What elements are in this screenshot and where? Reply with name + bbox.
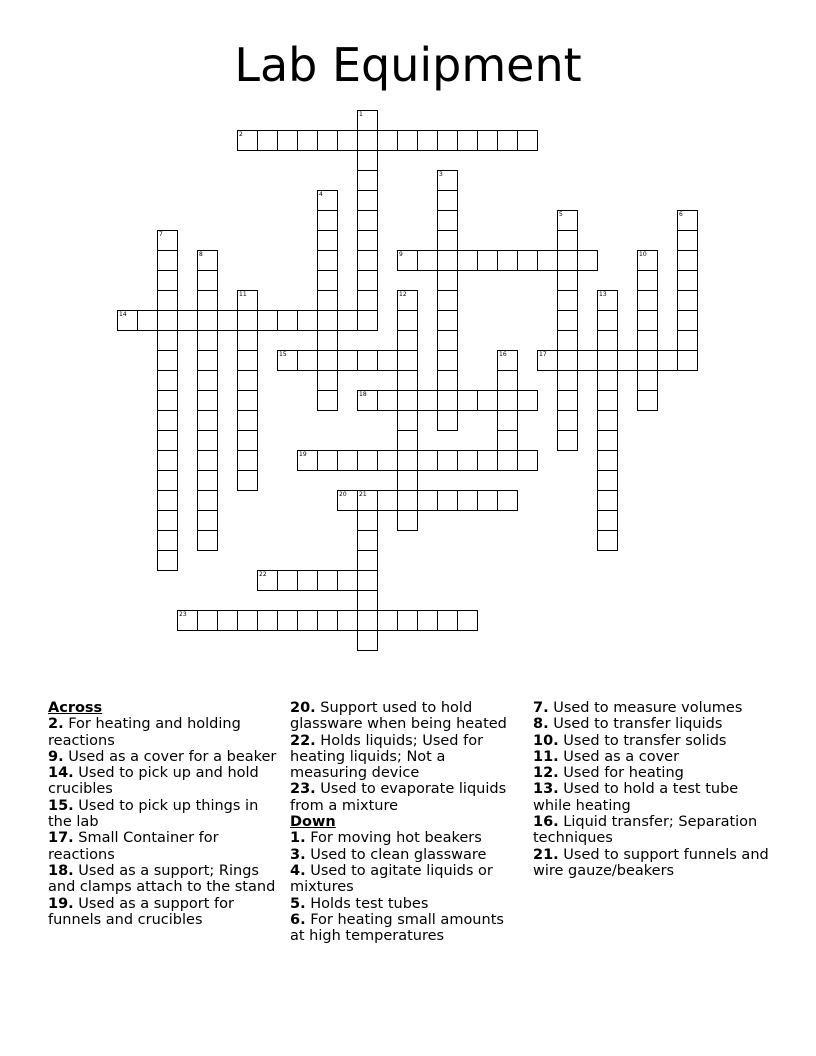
grid-cell[interactable]: [397, 250, 418, 271]
clue-across: 22. Holds liquids; Used for heating liquids; Not a measuring device: [290, 732, 484, 782]
grid-cell[interactable]: [317, 450, 338, 471]
grid-cell[interactable]: [197, 490, 218, 511]
grid-cell[interactable]: [317, 610, 338, 631]
grid-cell[interactable]: [677, 290, 698, 311]
grid-cell[interactable]: [357, 110, 378, 131]
grid-cell[interactable]: [597, 390, 618, 411]
grid-cell[interactable]: [497, 350, 518, 371]
grid-cell[interactable]: [397, 470, 418, 491]
grid-cell[interactable]: [557, 390, 578, 411]
grid-cell[interactable]: [357, 250, 378, 271]
across-heading: Across: [48, 700, 103, 716]
grid-cell[interactable]: [357, 170, 378, 191]
clue-number: 4: [319, 191, 323, 198]
grid-cell[interactable]: [157, 350, 178, 371]
grid-cell[interactable]: [357, 390, 378, 411]
grid-cell[interactable]: [477, 490, 498, 511]
grid-cell[interactable]: [517, 130, 538, 151]
grid-cell[interactable]: [157, 410, 178, 431]
grid-cell[interactable]: [437, 130, 458, 151]
clue-number: 7: [159, 231, 163, 238]
grid-cell[interactable]: [397, 430, 418, 451]
grid-cell[interactable]: [177, 610, 198, 631]
grid-cell[interactable]: [157, 530, 178, 551]
clue-down: 6. For heating small amounts at high temperatures: [290, 911, 504, 945]
grid-cell[interactable]: [377, 450, 398, 471]
grid-cell[interactable]: [317, 350, 338, 371]
clue-number: 10: [639, 251, 647, 258]
grid-cell[interactable]: [197, 410, 218, 431]
grid-cell[interactable]: [637, 330, 658, 351]
grid-cell[interactable]: [357, 630, 378, 651]
grid-cell[interactable]: [157, 270, 178, 291]
grid-cell[interactable]: [357, 310, 378, 331]
grid-cell[interactable]: [437, 310, 458, 331]
grid-cell[interactable]: [397, 370, 418, 391]
grid-cell[interactable]: [497, 250, 518, 271]
clue-column-1: [48, 700, 280, 928]
grid-cell[interactable]: [197, 510, 218, 531]
grid-cell[interactable]: [417, 490, 438, 511]
grid-cell[interactable]: [497, 130, 518, 151]
clue-number: 8: [199, 251, 203, 258]
grid-cell[interactable]: [297, 130, 318, 151]
grid-cell[interactable]: [317, 310, 338, 331]
clue-number: 18: [359, 391, 367, 398]
grid-cell[interactable]: [397, 330, 418, 351]
grid-cell[interactable]: [457, 390, 478, 411]
grid-cell[interactable]: [637, 350, 658, 371]
grid-cell[interactable]: [237, 470, 258, 491]
clue-down: 10. Used to transfer solids: [533, 732, 727, 749]
clue-across: 15. Used to pick up things in the lab: [48, 797, 259, 831]
grid-cell[interactable]: [237, 450, 258, 471]
grid-cell[interactable]: [117, 310, 138, 331]
grid-cell[interactable]: [497, 390, 518, 411]
grid-cell[interactable]: [217, 310, 238, 331]
clue-down: 3. Used to clean glassware: [290, 846, 487, 863]
grid-cell[interactable]: [437, 330, 458, 351]
grid-cell[interactable]: [357, 450, 378, 471]
grid-cell[interactable]: [677, 250, 698, 271]
grid-cell[interactable]: [497, 490, 518, 511]
grid-cell[interactable]: [437, 230, 458, 251]
grid-cell[interactable]: [357, 530, 378, 551]
clue-column-3: [533, 700, 773, 879]
grid-cell[interactable]: [557, 330, 578, 351]
clue-number: 21: [359, 491, 367, 498]
grid-cell[interactable]: [157, 370, 178, 391]
grid-cell[interactable]: [157, 330, 178, 351]
clue-down: 5. Holds test tubes: [290, 895, 429, 912]
clue-across: 19. Used as a support for funnels and crucibles: [48, 895, 234, 928]
grid-cell[interactable]: [597, 350, 618, 371]
grid-cell[interactable]: [257, 310, 278, 331]
grid-cell[interactable]: [237, 350, 258, 371]
grid-cell[interactable]: [437, 270, 458, 291]
clue-down: 8. Used to transfer liquids: [533, 716, 723, 733]
clue-number: 20: [339, 491, 347, 498]
page-title: Lab Equipment: [234, 38, 582, 92]
grid-cell[interactable]: [377, 130, 398, 151]
grid-cell[interactable]: [357, 210, 378, 231]
grid-cell[interactable]: [237, 290, 258, 311]
grid-cell[interactable]: [197, 350, 218, 371]
grid-cell[interactable]: [277, 570, 298, 591]
grid-cell[interactable]: [677, 270, 698, 291]
grid-cell[interactable]: [337, 490, 358, 511]
grid-cell[interactable]: [637, 370, 658, 391]
grid-cell[interactable]: [437, 190, 458, 211]
grid-cell[interactable]: [337, 450, 358, 471]
grid-cell[interactable]: [317, 250, 338, 271]
grid-cell[interactable]: [437, 250, 458, 271]
clue-across: 20. Support used to hold glassware when being heated: [290, 700, 507, 733]
grid-cell[interactable]: [397, 310, 418, 331]
grid-cell[interactable]: [357, 610, 378, 631]
grid-cell[interactable]: [197, 330, 218, 351]
grid-cell[interactable]: [297, 450, 318, 471]
clue-number: 14: [119, 311, 127, 318]
grid-cell[interactable]: [237, 130, 258, 151]
grid-cell[interactable]: [677, 210, 698, 231]
grid-cell[interactable]: [397, 510, 418, 531]
grid-cell[interactable]: [197, 390, 218, 411]
grid-cell[interactable]: [597, 490, 618, 511]
grid-cell[interactable]: [237, 310, 258, 331]
grid-cell[interactable]: [457, 250, 478, 271]
grid-cell[interactable]: [377, 610, 398, 631]
grid-cell[interactable]: [397, 290, 418, 311]
grid-cell[interactable]: [557, 210, 578, 231]
grid-cell[interactable]: [317, 370, 338, 391]
clue-down: 12. Used for heating: [533, 765, 684, 782]
grid-cell[interactable]: [457, 610, 478, 631]
grid-cell[interactable]: [157, 290, 178, 311]
grid-cell[interactable]: [237, 370, 258, 391]
grid-cell[interactable]: [477, 450, 498, 471]
grid-cell[interactable]: [357, 130, 378, 151]
grid-cell[interactable]: [137, 310, 158, 331]
grid-cell[interactable]: [317, 270, 338, 291]
grid-cell[interactable]: [597, 290, 618, 311]
grid-cell[interactable]: [357, 510, 378, 531]
grid-cell[interactable]: [157, 450, 178, 471]
grid-cell[interactable]: [397, 490, 418, 511]
grid-cell[interactable]: [157, 310, 178, 331]
clue-number: 19: [299, 451, 307, 458]
grid-cell[interactable]: [597, 470, 618, 491]
grid-cell[interactable]: [357, 570, 378, 591]
grid-cell[interactable]: [197, 470, 218, 491]
grid-cell[interactable]: [377, 350, 398, 371]
grid-cell[interactable]: [557, 250, 578, 271]
grid-cell[interactable]: [497, 450, 518, 471]
grid-cell[interactable]: [337, 310, 358, 331]
grid-cell[interactable]: [457, 450, 478, 471]
grid-cell[interactable]: [557, 270, 578, 291]
grid-cell[interactable]: [297, 310, 318, 331]
grid-cell[interactable]: [317, 570, 338, 591]
grid-cell[interactable]: [237, 610, 258, 631]
grid-cell[interactable]: [337, 570, 358, 591]
grid-cell[interactable]: [157, 550, 178, 571]
grid-cell[interactable]: [157, 250, 178, 271]
grid-cell[interactable]: [497, 370, 518, 391]
grid-cell[interactable]: [277, 130, 298, 151]
grid-cell[interactable]: [417, 390, 438, 411]
clue-number: 11: [239, 291, 247, 298]
grid-cell[interactable]: [597, 310, 618, 331]
grid-cell[interactable]: [357, 290, 378, 311]
grid-cell[interactable]: [677, 230, 698, 251]
grid-cell[interactable]: [197, 610, 218, 631]
grid-cell[interactable]: [477, 390, 498, 411]
grid-cell[interactable]: [397, 130, 418, 151]
grid-cell[interactable]: [317, 390, 338, 411]
grid-cell[interactable]: [257, 610, 278, 631]
grid-cell[interactable]: [437, 210, 458, 231]
grid-cell[interactable]: [557, 230, 578, 251]
clue-down: 4. Used to agitate liquids or mixtures: [290, 862, 493, 896]
grid-cell[interactable]: [557, 350, 578, 371]
grid-cell[interactable]: [297, 610, 318, 631]
grid-cell[interactable]: [317, 230, 338, 251]
grid-cell[interactable]: [357, 230, 378, 251]
grid-cell[interactable]: [197, 250, 218, 271]
grid-cell[interactable]: [157, 510, 178, 531]
grid-cell[interactable]: [397, 610, 418, 631]
grid-cell[interactable]: [237, 430, 258, 451]
grid-cell[interactable]: [437, 390, 458, 411]
grid-cell[interactable]: [437, 170, 458, 191]
clue-across: 2. For heating and holding reactions: [48, 716, 241, 749]
grid-cell[interactable]: [217, 610, 238, 631]
grid-cell[interactable]: [437, 410, 458, 431]
grid-cell[interactable]: [677, 310, 698, 331]
grid-cell[interactable]: [397, 350, 418, 371]
grid-cell[interactable]: [357, 150, 378, 171]
clue-number: 23: [179, 611, 187, 618]
grid-cell[interactable]: [457, 490, 478, 511]
clue-number: 5: [559, 211, 563, 218]
clue-number: 12: [399, 291, 407, 298]
grid-cell[interactable]: [317, 290, 338, 311]
grid-cell[interactable]: [317, 130, 338, 151]
grid-cell[interactable]: [477, 130, 498, 151]
grid-cell[interactable]: [317, 190, 338, 211]
grid-cell[interactable]: [557, 430, 578, 451]
grid-cell[interactable]: [357, 550, 378, 571]
grid-cell[interactable]: [197, 450, 218, 471]
grid-cell[interactable]: [417, 450, 438, 471]
grid-cell[interactable]: [257, 130, 278, 151]
grid-cell[interactable]: [497, 430, 518, 451]
clue-column-2: [290, 700, 522, 944]
grid-cell[interactable]: [537, 350, 558, 371]
grid-cell[interactable]: [177, 310, 198, 331]
grid-cell[interactable]: [597, 410, 618, 431]
grid-cell[interactable]: [357, 590, 378, 611]
grid-cell[interactable]: [197, 530, 218, 551]
grid-cell[interactable]: [277, 310, 298, 331]
grid-cell[interactable]: [377, 490, 398, 511]
grid-cell[interactable]: [357, 490, 378, 511]
grid-cell[interactable]: [197, 290, 218, 311]
grid-cell[interactable]: [437, 370, 458, 391]
grid-cell[interactable]: [517, 250, 538, 271]
grid-cell[interactable]: [577, 350, 598, 371]
grid-cell[interactable]: [557, 310, 578, 331]
grid-cell[interactable]: [237, 390, 258, 411]
grid-cell[interactable]: [517, 390, 538, 411]
grid-cell[interactable]: [537, 250, 558, 271]
grid-cell[interactable]: [197, 270, 218, 291]
grid-cell[interactable]: [337, 130, 358, 151]
grid-cell[interactable]: [297, 350, 318, 371]
clue-down: 13. Used to hold a test tube while heating: [533, 781, 739, 814]
clue-down: 7. Used to measure volumes: [533, 700, 743, 716]
grid-cell[interactable]: [657, 350, 678, 371]
grid-cell[interactable]: [297, 570, 318, 591]
clue-across: 18. Used as a support; Rings and clamps attach to the stand: [48, 862, 276, 896]
grid-cell[interactable]: [417, 130, 438, 151]
grid-cell[interactable]: [557, 410, 578, 431]
grid-cell[interactable]: [597, 530, 618, 551]
grid-cell[interactable]: [197, 370, 218, 391]
grid-cell[interactable]: [517, 450, 538, 471]
grid-cell[interactable]: [437, 350, 458, 371]
clue-down: 21. Used to support funnels and wire gauze/beakers: [533, 846, 769, 879]
grid-cell[interactable]: [337, 350, 358, 371]
grid-cell[interactable]: [197, 430, 218, 451]
clue-number: 13: [599, 291, 607, 298]
grid-cell[interactable]: [417, 610, 438, 631]
grid-cell[interactable]: [637, 310, 658, 331]
grid-cell[interactable]: [577, 250, 598, 271]
clue-number: 22: [259, 571, 267, 578]
grid-cell[interactable]: [337, 610, 358, 631]
grid-cell[interactable]: [597, 430, 618, 451]
grid-cell[interactable]: [157, 430, 178, 451]
grid-cell[interactable]: [477, 250, 498, 271]
clue-down: 11. Used as a cover: [533, 748, 680, 765]
clue-number: 1: [359, 111, 363, 118]
grid-cell[interactable]: [397, 390, 418, 411]
grid-cell[interactable]: [457, 130, 478, 151]
grid-cell[interactable]: [357, 350, 378, 371]
clue-number: 9: [399, 251, 403, 258]
clue-down: 1. For moving hot beakers: [290, 830, 482, 847]
grid-cell[interactable]: [277, 350, 298, 371]
clue-number: 15: [279, 351, 287, 358]
grid-cell[interactable]: [617, 350, 638, 371]
clue-number: 2: [239, 131, 243, 138]
grid-cell[interactable]: [437, 610, 458, 631]
grid-cell[interactable]: [157, 390, 178, 411]
grid-cell[interactable]: [317, 210, 338, 231]
grid-cell[interactable]: [637, 270, 658, 291]
grid-cell[interactable]: [637, 390, 658, 411]
grid-cell[interactable]: [197, 310, 218, 331]
grid-cell[interactable]: [677, 330, 698, 351]
clue-across: 9. Used as a cover for a beaker: [48, 748, 277, 765]
grid-cell[interactable]: [557, 290, 578, 311]
grid-cell[interactable]: [497, 410, 518, 431]
grid-cell[interactable]: [317, 330, 338, 351]
clue-across: 17. Small Container for reactions: [48, 830, 219, 863]
grid-cell[interactable]: [277, 610, 298, 631]
grid-cell[interactable]: [157, 490, 178, 511]
grid-cell[interactable]: [417, 250, 438, 271]
grid-cell[interactable]: [637, 290, 658, 311]
clue-down: 16. Liquid transfer; Separation techniques: [533, 814, 758, 847]
grid-cell[interactable]: [677, 350, 698, 371]
grid-cell[interactable]: [157, 470, 178, 491]
grid-cell[interactable]: [437, 450, 458, 471]
grid-cell[interactable]: [597, 370, 618, 391]
grid-cell[interactable]: [357, 190, 378, 211]
grid-cell[interactable]: [597, 510, 618, 531]
grid-cell[interactable]: [597, 450, 618, 471]
grid-cell[interactable]: [357, 270, 378, 291]
grid-cell[interactable]: [157, 230, 178, 251]
clue-number: 17: [539, 351, 547, 358]
grid-cell[interactable]: [397, 450, 418, 471]
clue-number: 3: [439, 171, 443, 178]
grid-cell[interactable]: [237, 410, 258, 431]
grid-cell[interactable]: [377, 390, 398, 411]
grid-cell[interactable]: [557, 370, 578, 391]
grid-cell[interactable]: [437, 290, 458, 311]
grid-cell[interactable]: [257, 570, 278, 591]
grid-cell[interactable]: [597, 330, 618, 351]
down-heading: Down: [290, 814, 336, 831]
clue-across: 14. Used to pick up and hold crucibles: [48, 765, 259, 798]
grid-cell[interactable]: [397, 410, 418, 431]
clue-across: 23. Used to evaporate liquids from a mixture: [290, 781, 507, 814]
grid-cell[interactable]: [637, 250, 658, 271]
clue-number: 16: [499, 351, 507, 358]
grid-cell[interactable]: [437, 490, 458, 511]
grid-cell[interactable]: [237, 330, 258, 351]
clue-number: 6: [679, 211, 683, 218]
